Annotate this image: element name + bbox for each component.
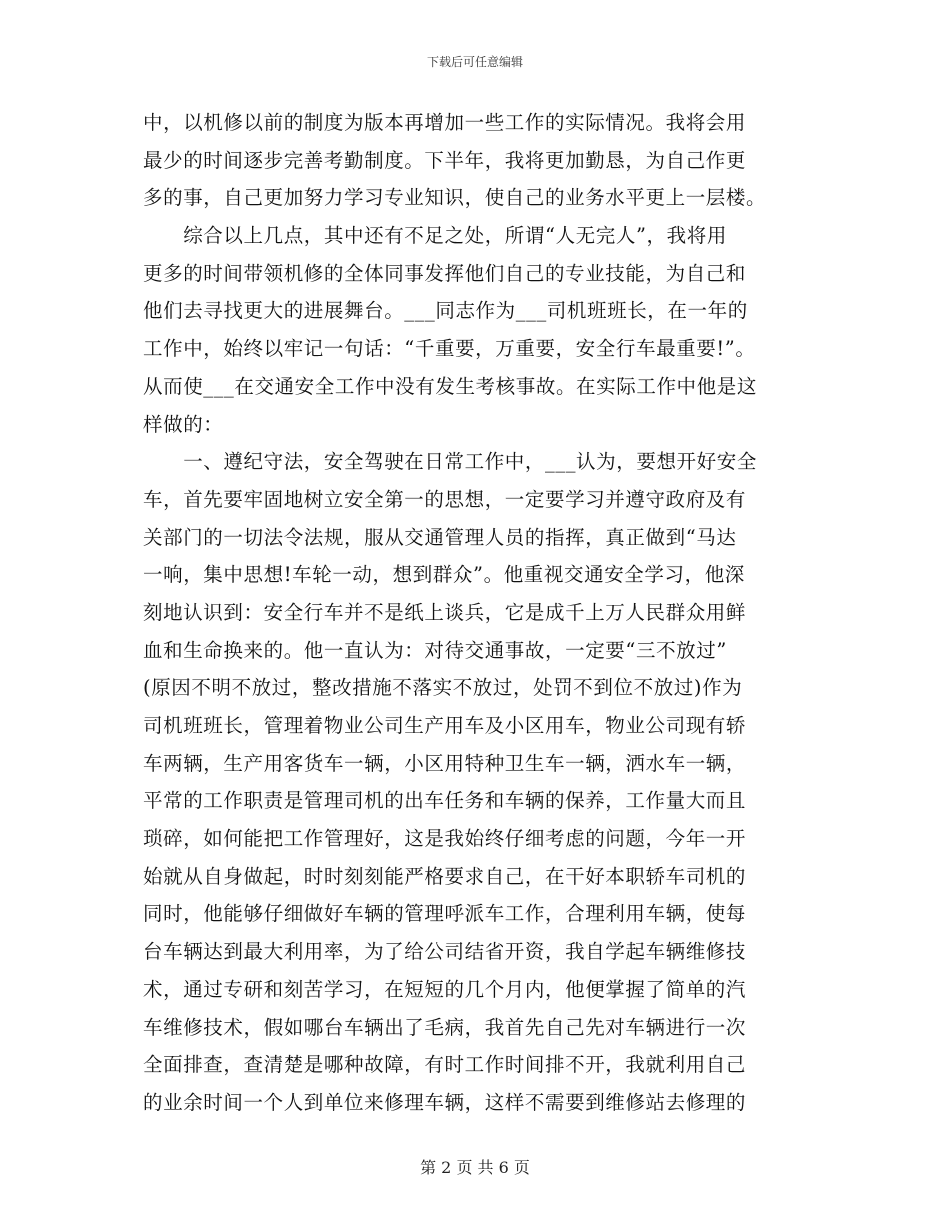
text-line: 最少的时间逐步完善考勤制度。下半年，我将更加勤恳，为自己作更 (143, 148, 747, 172)
document-body (143, 104, 813, 1122)
text-line: 更多的时间带领机修的全体同事发挥他们自己的专业技能，为自己和 (143, 261, 747, 285)
text-line: 中，以机修以前的制度为版本再增加一些工作的实际情况。我将会用 (143, 111, 747, 134)
text-line: 关部门的一切法令法规，服从交通管理人员的指挥，真正做到“马达 (143, 525, 737, 549)
text-line: 的业余时间一个人到单位来修理车辆，这样不需要到维修站去修理的 (143, 1090, 747, 1114)
text-line: 车，首先要牢固地树立安全第一的思想，一定要学习并遵守政府及有 (143, 487, 747, 511)
text-line: (原因不明不放过，整改措施不落实不放过，处罚不到位不放过)作为 (143, 676, 743, 700)
text-line: 琐碎，如何能把工作管理好，这是我始终仔细考虑的问题，今年一开 (143, 827, 747, 851)
page-number: 第 2 页 共 6 页 (420, 1158, 530, 1177)
text-line: 一响，集中思想!车轮一动，想到群众”。他重视交通安全学习，他深 (143, 563, 745, 587)
text-line: 一、遵纪守法，安全驾驶在日常工作中，___认为，要想开好安全 (143, 450, 757, 474)
text-line: 始就从自身做起，时时刻刻能严格要求自己，在干好本职轿车司机的 (143, 864, 747, 888)
text-line: 司机班班长，管理着物业公司生产用车及小区用车，物业公司现有轿 (143, 714, 747, 737)
text-line: 平常的工作职责是管理司机的出车任务和车辆的保养，工作量大而且 (143, 789, 747, 813)
text-line: 从而使___在交通安全工作中没有发生考核事故。在实际工作中他是这 (143, 374, 757, 398)
text-line: 血和生命换来的。他一直认为：对待交通事故，一定要“三不放过” (143, 638, 727, 662)
text-line: 车两辆，生产用客货车一辆，小区用特种卫生车一辆，洒水车一辆， (143, 751, 747, 775)
text-line: 他们去寻找更大的进展舞台。___同志作为___司机班班长，在一年的 (143, 299, 748, 323)
text-line: 工作中，始终以牢记一句话：“千重要，万重要，安全行车最重要!”。 (143, 337, 756, 361)
text-line: 多的事，自己更加努力学习专业知识，使自己的业务水平更上一层楼。 (143, 186, 767, 210)
header-note: 下载后可任意编辑 (426, 55, 523, 69)
text-line: 车维修技术，假如哪台车辆出了毛病，我首先自己先对车辆进行一次 (143, 1015, 747, 1039)
text-line: 术，通过专研和刻苦学习，在短短的几个月内，他便掌握了简单的汽 (143, 977, 747, 1001)
text-line: 综合以上几点，其中还有不足之处，所谓“人无完人”，我将用 (143, 224, 727, 248)
text-line: 同时，他能够仔细做好车辆的管理呼派车工作，合理利用车辆，使每 (143, 902, 747, 926)
text-line: 样做的： (143, 412, 224, 436)
text-line: 刻地认识到：安全行车并不是纸上谈兵，它是成千上万人民群众用鲜 (143, 600, 747, 624)
text-line: 全面排查，查清楚是哪种故障，有时工作时间排不开，我就利用自己 (143, 1053, 747, 1077)
text-line: 台车辆达到最大利用率，为了给公司结省开资，我自学起车辆维修技 (143, 940, 747, 964)
